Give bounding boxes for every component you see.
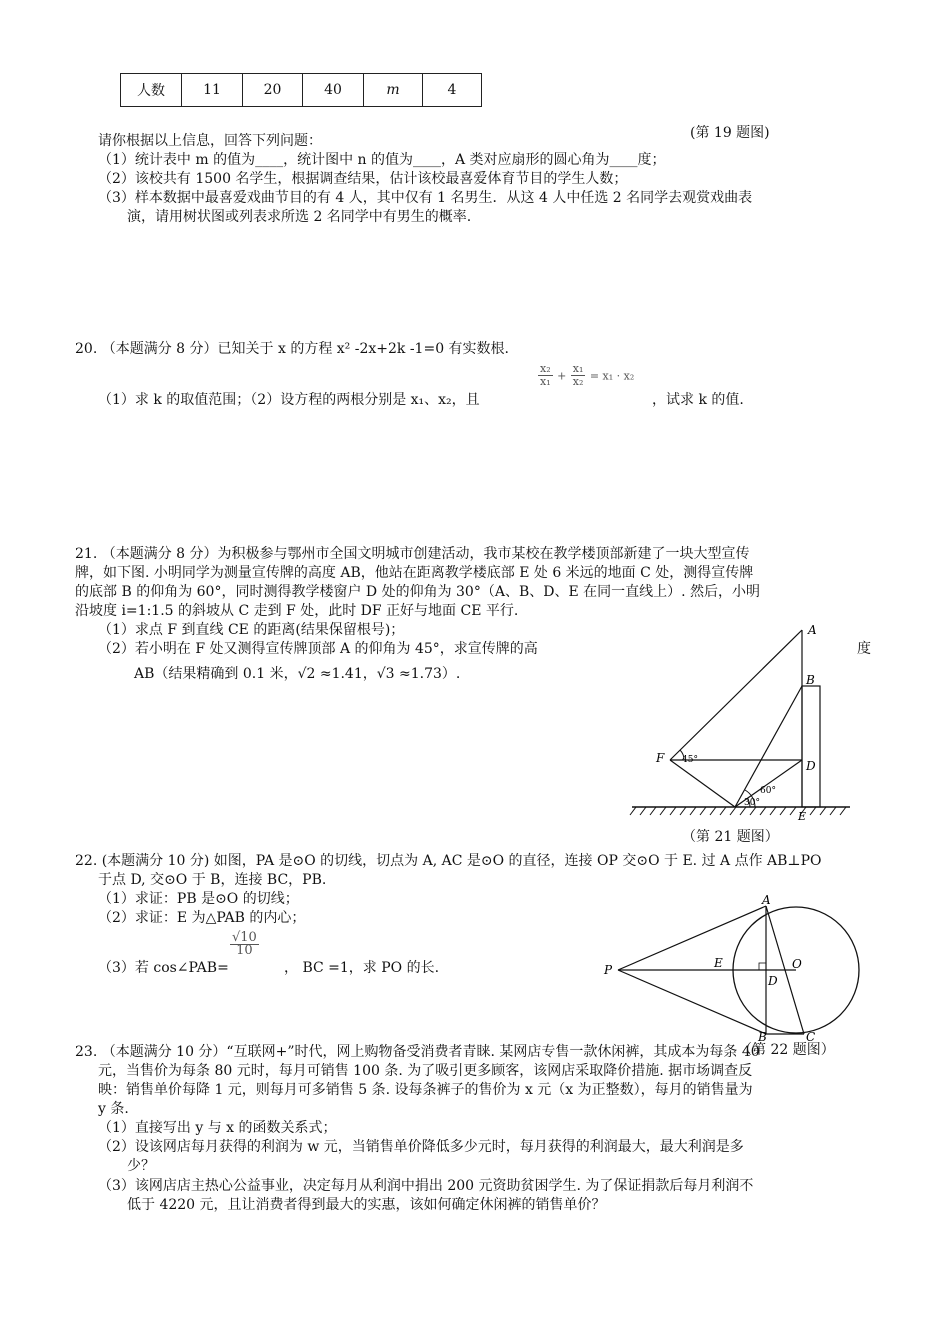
q19-part2: （2）该校共有 1500 名学生，根据调查结果，估计该校最喜爱体育节目的学生人数；: [98, 171, 628, 187]
q22-part3-end: ， BC =1，求 PO 的长.: [284, 960, 440, 976]
q20-formula: $\frac{\text{x₂}}{\text{x₁}}$ + $\frac{\text{x₁}}{\text{x₂}}$ = x₁ · x₂: [540, 362, 635, 388]
label-e: E: [798, 810, 807, 823]
q23-line1: 23. （本题满分 10 分）“互联网+”时代，网上购物备受消费者青睐. 某网店专售一款休闲裤，其成本为每条 40: [75, 1044, 760, 1060]
q23-line2: 元，当售价为每条 80 元时，每月可销售 100 条. 为了吸引更多顾客，该网店采取降价措施. 据市场调查反: [98, 1063, 753, 1079]
q19-part3-line1: （3）样本数据中最喜爱戏曲节目的有 4 人，其中仅有 1 名男生．从这 4 人中任选 2 名同学去观赏戏曲表: [98, 190, 753, 206]
label-f: F: [656, 751, 665, 765]
q19-part1: （1）统计表中 m 的值为____，统计图中 n 的值为____，A 类对应扇形的圆心角为____度；: [98, 152, 666, 168]
table-cell: 人数: [121, 74, 182, 107]
q22-part1: （1）求证：PB 是⊙O 的切线；: [98, 891, 299, 907]
q20-parts: （1）求 k 的取值范围；（2）设方程的两根分别是 x₁、x₂，且: [98, 392, 480, 408]
q21-caption: （第 21 题图）: [682, 829, 779, 845]
q20-fraction-a: $\frac{\text{x₂}}{\text{x₁}}$: [540, 362, 551, 388]
q21-part2: （2）若小明在 F 处又测得宣传牌顶部 A 的仰角为 45°，求宣传牌的高: [98, 641, 538, 657]
q20-fraction-b: $\frac{\text{x₁}}{\text{x₂}}$: [572, 362, 584, 388]
q22-part3-start: （3）若 cos∠PAB=: [98, 960, 229, 976]
q22-figure: [596, 890, 886, 1050]
label-p: P: [604, 963, 613, 977]
label-angle-30: 30°: [744, 798, 760, 808]
q23-part3-line1: （3）该网店店主热心公益事业，决定每月从利润中捐出 200 元资助贫困学生. 为了保证捐款后每月利润不: [98, 1178, 754, 1194]
q23-part2-line1: （2）设该网店每月获得的利润为 w 元，当销售单价降低多少元时，每月获得的利润最大，最大利润是多: [98, 1139, 744, 1155]
q21-line2: 牌，如下图. 小明同学为测量宣传牌的高度 AB，他站在距离教学楼底部 E 处 6 米远的地面 C 处，测得宣传牌: [75, 565, 754, 581]
q22-line2: 于点 D, 交⊙O 于 B，连接 BC，PB.: [98, 872, 327, 888]
q22-line1: 22. (本题满分 10 分) 如图，PA 是⊙O 的切线，切点为 A, AC 是⊙O 的直径，连接 OP 交⊙O 于 E. 过 A 点作 AB⊥PO: [75, 853, 822, 869]
frequency-table: [120, 73, 482, 107]
q22-caption: （第 22 题图）: [738, 1042, 835, 1058]
q19-caption: (第 19 题图): [690, 125, 770, 141]
label-o: O: [792, 957, 802, 971]
q21-figure: [620, 620, 880, 850]
q23-line4: y 条.: [98, 1101, 129, 1117]
q19-intro: 请你根据以上信息，回答下列问题：: [98, 133, 322, 149]
q21-part1: （1）求点 F 到直线 CE 的距离(结果保留根号)；: [98, 622, 405, 638]
table-cell: 4: [423, 74, 482, 107]
q21-line1: 21. （本题满分 8 分）为积极参与鄂州市全国文明城市创建活动，我市某校在教学楼顶部新建了一块大型宣传: [75, 546, 750, 562]
table-cell: 40: [303, 74, 364, 107]
label-d: D: [768, 974, 778, 988]
label-b: B: [806, 673, 815, 687]
label-angle-60: 60°: [760, 786, 776, 796]
q21-line4: 沿坡度 i=1:1.5 的斜坡从 C 走到 F 处，此时 DF 正好与地面 CE 平行.: [75, 603, 519, 619]
table-cell: 11: [182, 74, 243, 107]
q19-part3-line2: 演，请用树状图或列表求所选 2 名同学中有男生的概率.: [127, 209, 472, 225]
label-a: A: [808, 623, 817, 637]
label-angle-45: 45°: [682, 755, 698, 765]
label-c: C: [806, 1030, 816, 1044]
label-d: D: [806, 759, 816, 773]
q23-part2-line2: 少？: [127, 1158, 155, 1174]
label-a: A: [762, 893, 771, 907]
q23-part1: （1）直接写出 y 与 x 的函数关系式；: [98, 1120, 337, 1136]
q22-part2: （2）求证：E 为△PAB 的内心；: [98, 910, 306, 926]
table-cell: m: [364, 74, 423, 107]
label-b: B: [758, 1030, 767, 1044]
table-cell: 20: [243, 74, 303, 107]
label-e: E: [714, 956, 723, 970]
q22-cos-fraction: $\frac{√10}{10}$: [232, 930, 257, 958]
q23-line3: 映：销售单价每降 1 元，则每月可多销售 5 条. 设每条裤子的售价为 x 元（x 为正整数），每月的销售量为: [98, 1082, 753, 1098]
q20-heading: 20. （本题满分 8 分）已知关于 x 的方程 x² -2x+2k -1=0 有实数根.: [75, 341, 510, 357]
q21-line3: 的底部 B 的仰角为 60°，同时测得教学楼窗户 D 处的仰角为 30°（A、B、D、E 在同一直线上）. 然后，小明: [75, 584, 761, 600]
table-row: [121, 74, 482, 107]
q23-part3-line2: 低于 4220 元，且让消费者得到最大的实惠，该如何确定休闲裤的销售单价？: [127, 1197, 606, 1213]
q21-part2-end: 度: [857, 641, 871, 657]
q21-part2-line2: AB（结果精确到 0.1 米，√2 ≈1.41，√3 ≈1.73）.: [134, 666, 461, 682]
q20-parts-end: ，试求 k 的值.: [652, 392, 744, 408]
